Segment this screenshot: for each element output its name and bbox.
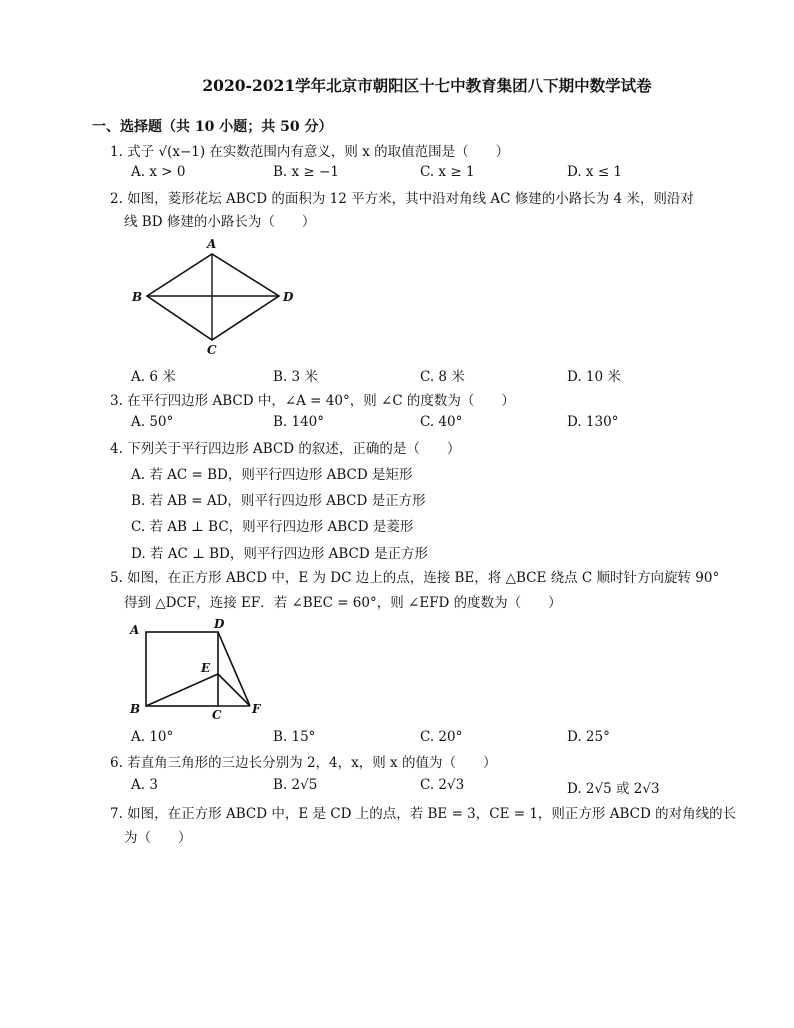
label-d: D xyxy=(214,617,225,631)
label-c: C xyxy=(207,343,217,357)
q2-option-d[interactable]: D. 10 米 xyxy=(567,369,621,385)
q3-option-b[interactable]: B. 140° xyxy=(273,414,325,430)
q3-option-c[interactable]: C. 40° xyxy=(420,414,463,430)
question-6-stem: 6. 若直角三角形的三边长分别为 2，4，x，则 x 的值为（ ） xyxy=(110,755,497,771)
question-7-stem-cont: 为（ ） xyxy=(124,830,192,846)
q2-option-c[interactable]: C. 8 米 xyxy=(420,369,465,385)
label-d: D xyxy=(283,290,294,304)
label-f: F xyxy=(252,702,261,716)
q3-option-d[interactable]: D. 130° xyxy=(567,414,619,430)
q2-option-a[interactable]: A. 6 米 xyxy=(131,369,176,385)
q2-option-b[interactable]: B. 3 米 xyxy=(273,369,318,385)
section-heading: 一、选择题（共 10 小题；共 50 分） xyxy=(92,119,333,135)
q1-option-a[interactable]: A. x > 0 xyxy=(131,164,186,180)
q5-option-b[interactable]: B. 15° xyxy=(273,729,316,745)
label-c: C xyxy=(212,708,222,722)
q3-option-a[interactable]: A. 50° xyxy=(131,414,174,430)
q6-option-c[interactable]: C. 2√3 xyxy=(420,777,465,793)
q4-option-a[interactable]: A. 若 AC = BD，则平行四边形 ABCD 是矩形 xyxy=(131,467,413,483)
exam-title: 2020-2021学年北京市朝阳区十七中教育集团八下期中数学试卷 xyxy=(202,76,652,95)
q5-option-c[interactable]: C. 20° xyxy=(420,729,463,745)
q1-option-d[interactable]: D. x ≤ 1 xyxy=(567,164,623,180)
q1-option-b[interactable]: B. x ≥ −1 xyxy=(273,164,339,180)
question-2-stem-cont: 线 BD 修建的小路长为（ ） xyxy=(124,214,316,230)
q6-option-a[interactable]: A. 3 xyxy=(131,777,158,793)
question-2-stem: 2. 如图，菱形花坛 ABCD 的面积为 12 平方米，其中沿对角线 AC 修建的小路长为 4 米，则沿对 xyxy=(110,191,694,207)
q4-option-b[interactable]: B. 若 AB = AD，则平行四边形 ABCD 是正方形 xyxy=(131,493,426,509)
square-rotation-figure xyxy=(126,614,276,724)
label-b: B xyxy=(132,290,143,304)
q1-option-c[interactable]: C. x ≥ 1 xyxy=(420,164,475,180)
label-b: B xyxy=(130,702,141,716)
q5-option-a[interactable]: A. 10° xyxy=(131,729,174,745)
question-3-stem: 3. 在平行四边形 ABCD 中，∠A = 40°，则 ∠C 的度数为（ ） xyxy=(110,393,515,409)
rhombus-figure xyxy=(128,232,308,358)
q4-option-c[interactable]: C. 若 AB ⊥ BC，则平行四边形 ABCD 是菱形 xyxy=(131,519,414,535)
question-7-stem: 7. 如图，在正方形 ABCD 中，E 是 CD 上的点，若 BE = 3，CE = 1，则正方形 ABCD 的对角线的长 xyxy=(110,806,737,822)
q4-option-d[interactable]: D. 若 AC ⊥ BD，则平行四边形 ABCD 是正方形 xyxy=(131,546,428,562)
q5-option-d[interactable]: D. 25° xyxy=(567,729,610,745)
q6-option-d[interactable]: D. 2√5 或 2√3 xyxy=(567,781,660,797)
question-4-stem: 4. 下列关于平行四边形 ABCD 的叙述，正确的是（ ） xyxy=(110,441,461,457)
q6-option-b[interactable]: B. 2√5 xyxy=(273,777,318,793)
question-5-stem-cont: 得到 △DCF，连接 EF．若 ∠BEC = 60°，则 ∠EFD 的度数为（ ） xyxy=(124,595,562,611)
label-a: A xyxy=(207,237,217,251)
question-5-stem: 5. 如图，在正方形 ABCD 中，E 为 DC 边上的点，连接 BE，将 △BCE 绕点 C 顺时针方向旋转 90° xyxy=(110,570,720,586)
question-1-stem: 1. 式子 √(x−1) 在实数范围内有意义，则 x 的取值范围是（ ） xyxy=(110,144,510,160)
label-e: E xyxy=(201,661,211,675)
label-a: A xyxy=(130,623,140,637)
